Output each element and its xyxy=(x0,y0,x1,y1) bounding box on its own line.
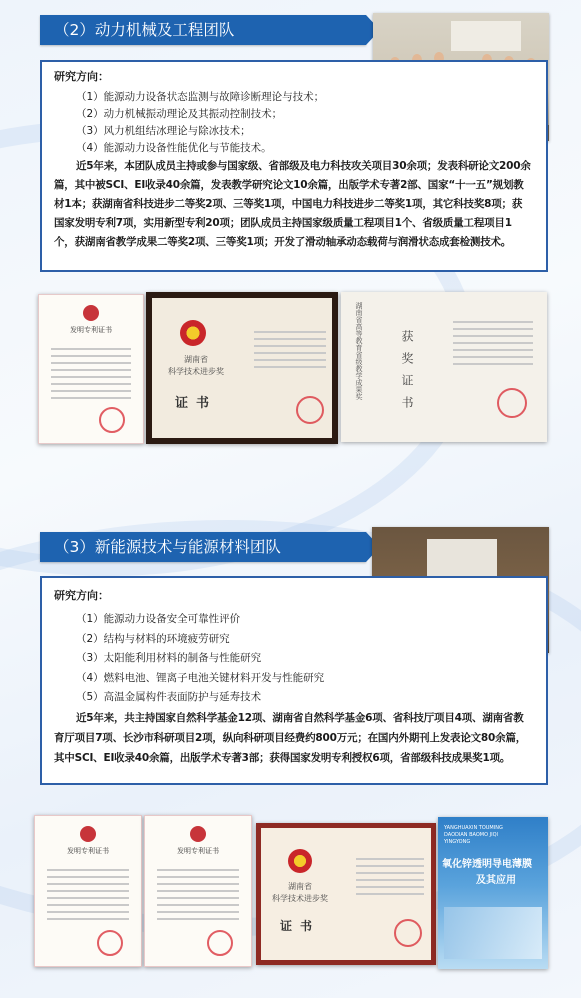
section3-award-word: 证书 xyxy=(279,919,320,933)
section2-patent-certificate xyxy=(38,294,144,444)
national-emblem-icon xyxy=(180,320,206,346)
official-seal xyxy=(99,407,125,433)
section3-title: （3）新能源技术与能源材料团队 xyxy=(54,538,281,556)
list-item: （1）能源动力设备状态监测与故障诊断理论与技术； xyxy=(76,91,325,103)
official-seal xyxy=(207,930,233,956)
book-title-line1: 氧化锌透明导电薄膜 xyxy=(442,859,532,870)
section3-title-banner xyxy=(40,532,366,562)
list-item: （4）燃料电池、锂离子电池关键材料开发与性能研究 xyxy=(76,671,325,684)
section2-title-banner xyxy=(40,15,366,45)
section2-directions-list xyxy=(54,89,532,157)
section2-title: （2）动力机械及工程团队 xyxy=(54,21,235,39)
national-emblem-icon xyxy=(288,849,312,873)
official-seal xyxy=(394,919,422,947)
section3-award-name: 科学技术进步奖 xyxy=(272,894,328,903)
section3-book-cover xyxy=(438,817,548,969)
section3-directions-list xyxy=(54,610,532,708)
section2-teaching-award-certificate xyxy=(341,292,547,442)
section2-directions-heading: 研究方向： xyxy=(54,70,109,83)
section3-content-panel xyxy=(40,576,548,785)
section2-award-certificate xyxy=(146,292,338,444)
section2-award-name: 科学技术进步奖 xyxy=(168,367,224,376)
section3-patent-certificate-2 xyxy=(144,815,252,967)
section3-patent-certificate-1 xyxy=(34,815,142,967)
section2-patent-title: 发明专利证书 xyxy=(70,326,112,334)
section2-edu-word: 获奖证书 xyxy=(400,330,414,418)
section2-edu-header: 湖南省高等教育省级教学成果奖 xyxy=(355,302,363,400)
section3-patent-title-2: 发明专利证书 xyxy=(177,847,219,855)
list-item: （2）动力机械振动理论及其振动控制技术； xyxy=(76,108,283,120)
list-item: （5）高温金属构件表面防护与延寿技术 xyxy=(76,691,262,703)
section3-award-org: 湖南省 xyxy=(288,882,312,891)
section2-award-org: 湖南省 xyxy=(184,355,208,364)
official-seal xyxy=(97,930,123,956)
section3-patent-title-1: 发明专利证书 xyxy=(67,847,109,855)
official-seal xyxy=(497,388,527,418)
list-item: （1）能源动力设备安全可靠性评价 xyxy=(76,613,241,625)
book-title-line2: 及其应用 xyxy=(476,875,516,886)
section2-content-panel xyxy=(40,60,548,272)
list-item: （3）太阳能利用材料的制备与性能研究 xyxy=(76,652,262,664)
section3-directions-heading: 研究方向： xyxy=(54,589,109,602)
list-item: （4）能源动力设备性能优化与节能技术。 xyxy=(76,142,272,154)
list-item: （2）结构与材料的环境疲劳研究 xyxy=(76,632,230,645)
section3-award-certificate xyxy=(256,823,436,965)
section3-summary: 近5年来，共主持国家自然科学基金12项、湖南省自然科学基金6项、省科技厅项目4项、湖南省教育厅项目7项、长沙市科研项目2项，纵向科研项目经费约800万元；在国内外期刊上发表论文80余篇，其中SCI、EI收录40余篇，出版学术专著3部；获得国家发明专利授权6项，省部级科技成果奖1项。 xyxy=(54,711,527,764)
book-pinyin: YANGHUAXIN TOUMING DAODIAN BAOMO JIQI YINGYONG xyxy=(444,825,503,845)
list-item: （3）风力机组结冰理论与除冰技术； xyxy=(76,125,251,137)
section2-summary: 近5年来，本团队成员主持或参与国家级、省部级及电力科技攻关项目30余项；发表科研论文200余篇，其中被SCI、EI收录40余篇，发表教学研究论文10余篇，出版学术专著2部、国家“十一五”规划教材1本；获湖南省科技进步二等奖2项、三等奖1项，中国电力科技进步二等奖1项，其它科技奖8项；获国家发明专利7项，实用新型专利20项；团队成员主持国家级质量工程项目1个、省级质量工程项目1个，获湖南省教学成果二等奖2项、三等奖1项；开发了滑动轴承动态载荷与润滑状态成套检测技术。 xyxy=(54,160,531,248)
official-seal xyxy=(296,396,324,424)
section2-award-word: 证书 xyxy=(174,396,217,411)
